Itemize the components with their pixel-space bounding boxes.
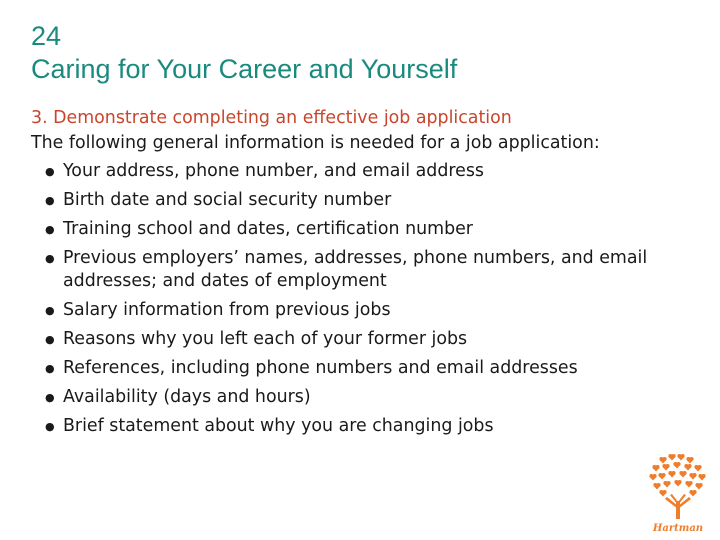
bullet-icon: ●	[45, 194, 55, 207]
list-item-text: Your address, phone number, and email address	[63, 161, 484, 181]
requirements-list	[31, 160, 706, 438]
list-item-text: Availability (days and hours)	[63, 387, 311, 407]
bullet-icon: ●	[45, 165, 55, 178]
intro-text: The following general information is needed for a job application:	[31, 133, 600, 153]
chapter-title: Caring for Your Career and Yourself	[31, 54, 458, 84]
list-item	[31, 218, 706, 241]
list-item-text: References, including phone numbers and email addresses	[63, 358, 578, 378]
list-item	[31, 299, 706, 322]
list-item	[31, 386, 706, 409]
bullet-icon: ●	[45, 420, 55, 433]
bullet-icon: ●	[45, 391, 55, 404]
list-item	[31, 160, 706, 183]
section-subheading: 3. Demonstrate completing an effective job application	[31, 108, 512, 128]
list-item-text: Training school and dates, certification number	[63, 219, 473, 239]
bullet-icon: ●	[45, 252, 55, 265]
list-item	[31, 328, 706, 351]
list-item-text: Previous employers’ names, addresses, phone numbers, and email addresses; and dates of employment	[63, 248, 648, 291]
list-item-text: Salary information from previous jobs	[63, 300, 391, 320]
list-item-text: Birth date and social security number	[63, 190, 392, 210]
slide-content	[31, 106, 706, 444]
list-item	[31, 357, 706, 380]
list-item	[31, 415, 706, 438]
logo-wordmark: Hartman	[652, 523, 704, 534]
bullet-icon: ●	[45, 223, 55, 236]
bullet-icon: ●	[45, 362, 55, 375]
list-item-text: Reasons why you left each of your former jobs	[63, 329, 468, 349]
chapter-number: 24	[31, 21, 62, 51]
list-item	[31, 247, 706, 293]
bullet-icon: ●	[45, 333, 55, 346]
list-item-text: Brief statement about why you are changing jobs	[63, 416, 494, 436]
slide-title	[31, 20, 691, 86]
tree-of-hearts-icon	[649, 454, 705, 519]
list-item	[31, 189, 706, 212]
hartman-logo	[643, 453, 713, 535]
bullet-icon: ●	[45, 304, 55, 317]
